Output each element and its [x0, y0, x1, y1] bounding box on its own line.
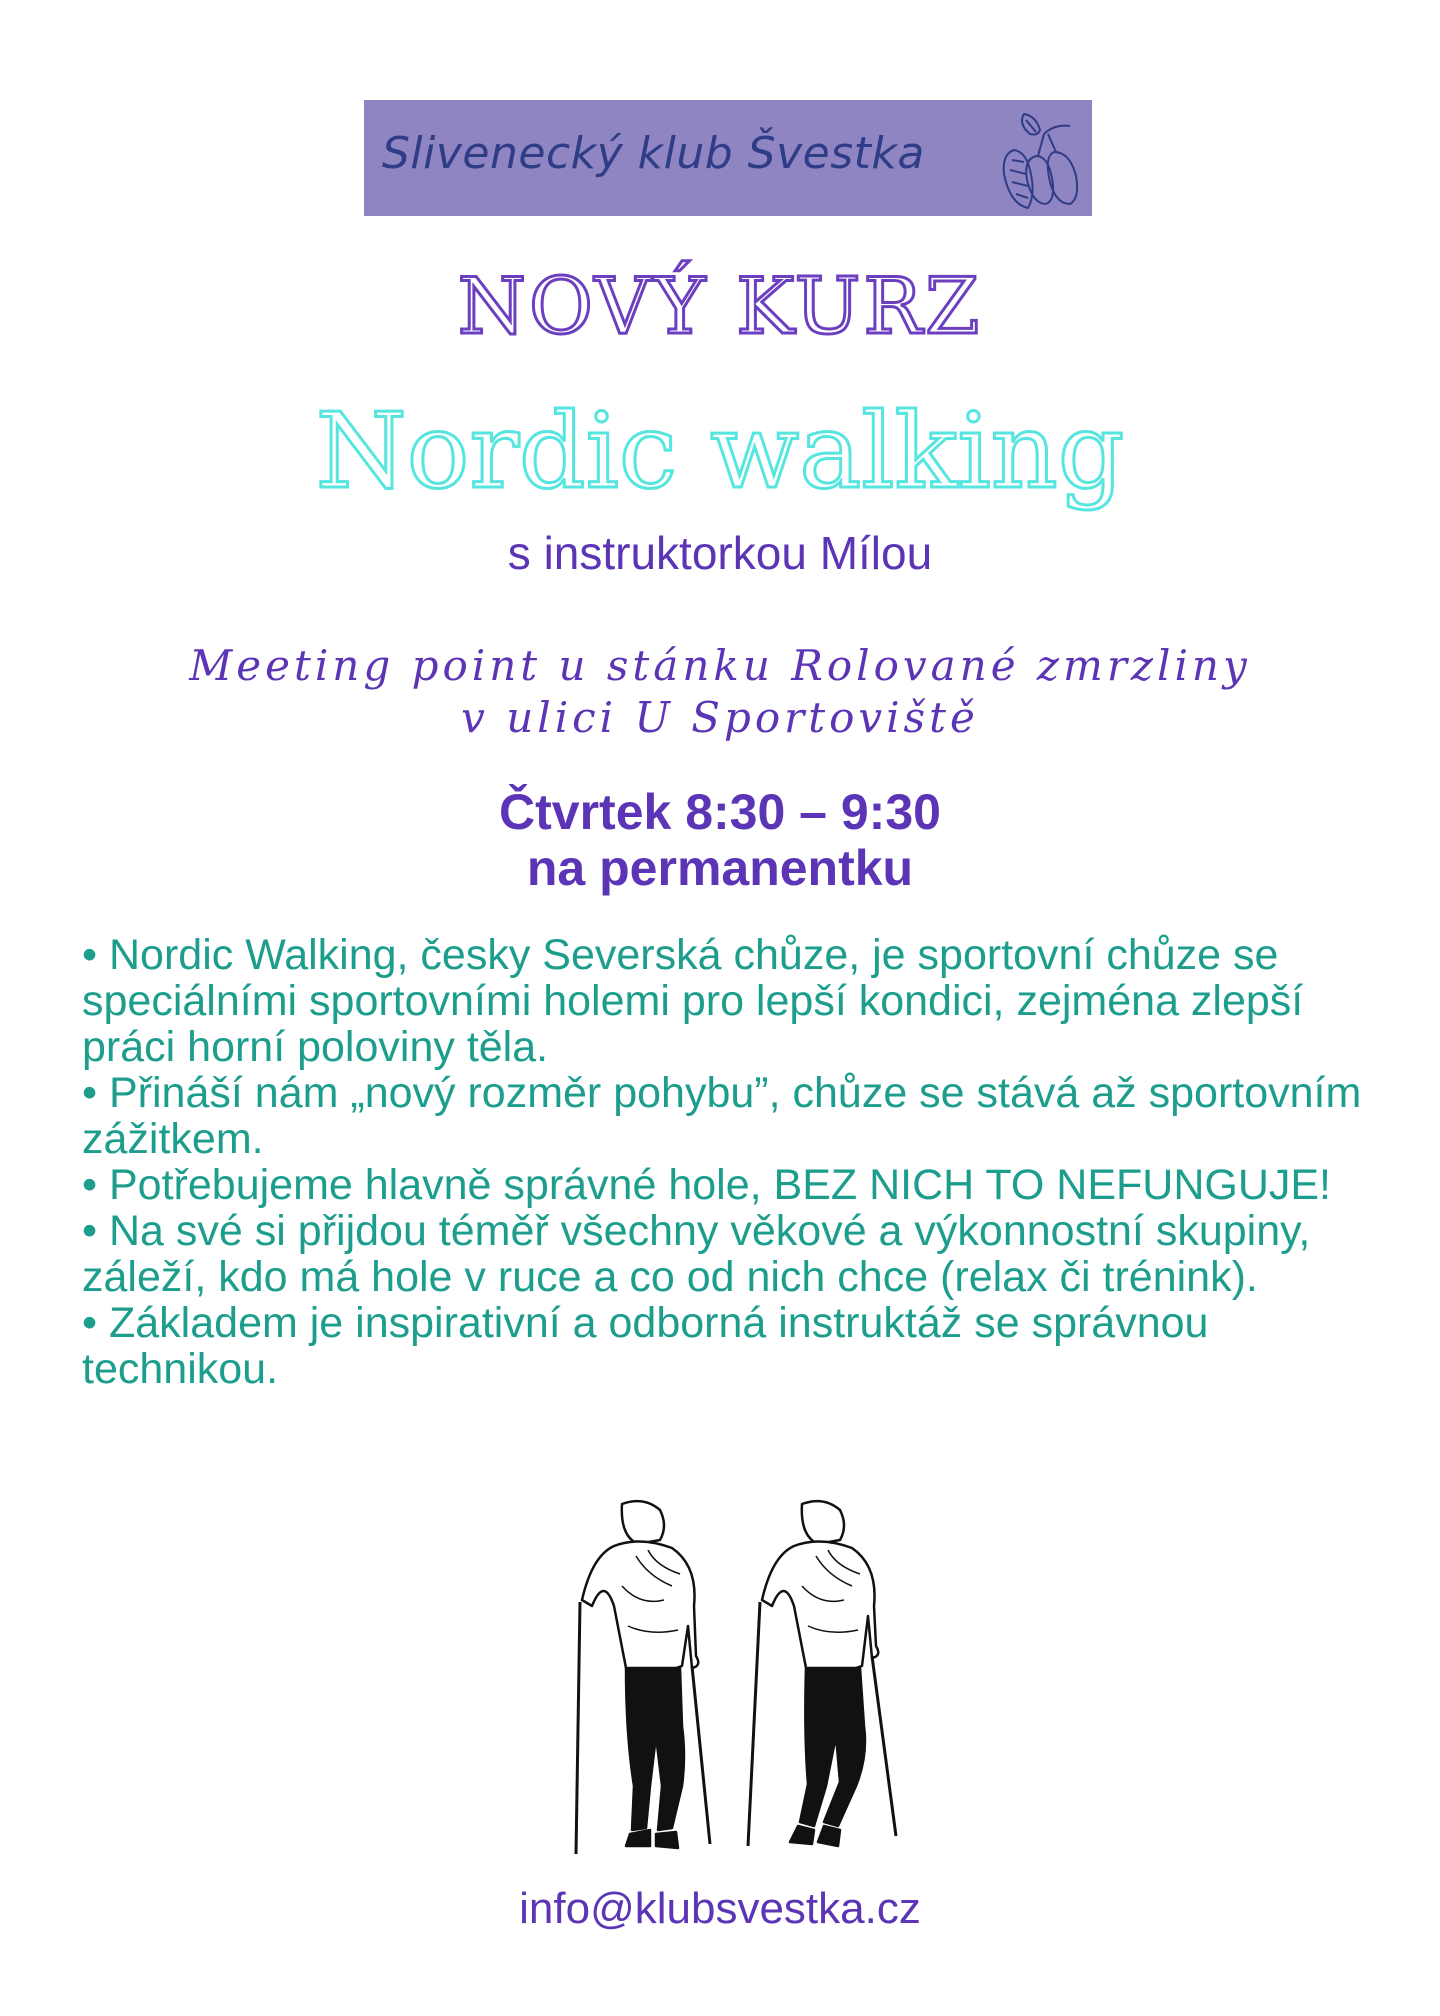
- bullet-list: [82, 932, 1402, 1392]
- contact-email[interactable]: info@klubsvestka.cz: [519, 1884, 921, 1933]
- schedule-note: na permanentku: [526, 840, 914, 896]
- instructor-subtitle: s instruktorkou Mílou: [507, 527, 933, 579]
- bullet-item: • Na své si přijdou téměř všechny věkové a výkonnostní skupiny, záleží, kdo má hole v ruce a co od nich chce (relax či trénink).: [82, 1207, 1311, 1301]
- bullet-item: • Potřebujeme hlavně správné hole, BEZ NICH TO NEFUNGUJE!: [82, 1161, 1331, 1209]
- club-name: Slivenecký klub Švestka: [382, 128, 925, 179]
- bullet-item: • Nordic Walking, česky Severská chůze, je sportovní chůze se speciálními sportovními holemi pro lepší kondici, zejména zlepší práci horní poloviny těla.: [82, 931, 1304, 1071]
- meeting-line-1: Meeting point u stánku Rolované zmrzliny: [189, 641, 1251, 690]
- club-logo-banner: [364, 100, 1092, 216]
- bullet-item: • Základem je inspirativní a odborná instruktáž se správnou technikou.: [82, 1299, 1209, 1393]
- schedule: [0, 784, 1440, 896]
- nordic-walkers-illustration: [552, 1496, 918, 1868]
- meeting-point: [0, 640, 1440, 744]
- schedule-time: Čtvrtek 8:30 – 9:30: [499, 784, 941, 840]
- meeting-line-2: v ulici U Sportoviště: [461, 693, 979, 742]
- course-label: NOVÝ KURZ: [457, 262, 983, 352]
- course-title: Nordic walking: [315, 390, 1125, 512]
- bullet-item: • Přináší nám „nový rozměr pohybu”, chůze se stává až sportovním zážitkem.: [82, 1069, 1362, 1163]
- plum-branch-icon: [974, 104, 1084, 212]
